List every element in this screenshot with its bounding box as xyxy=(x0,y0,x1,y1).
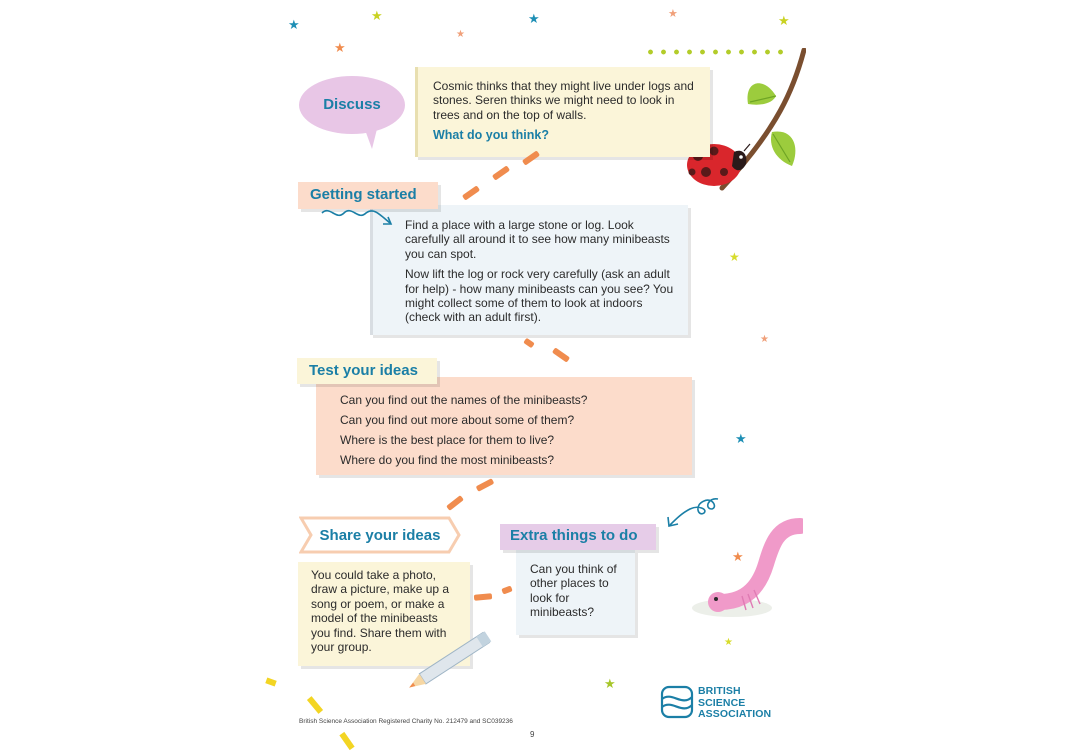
yellow-streak xyxy=(307,696,323,714)
star-icon: ★ xyxy=(735,431,747,446)
star-icon: ★ xyxy=(778,13,790,28)
logo-line: BRITISH xyxy=(698,685,741,697)
star-icon: ★ xyxy=(371,8,383,23)
star-icon: ★ xyxy=(334,40,346,55)
getting-started-paragraph: Now lift the log or rock very carefully (ask an adult for help) - how many minibeasts can you see? You might collect some of them to look at indoors (check with an adult first). xyxy=(405,267,674,325)
star-icon: ★ xyxy=(456,29,465,40)
star-icon: ★ xyxy=(724,637,733,648)
squiggle-arrow-icon xyxy=(320,203,396,233)
test-question: Can you find out more about some of them? xyxy=(340,412,575,427)
connector-dash xyxy=(552,347,570,362)
star-icon: ★ xyxy=(668,8,678,20)
star-icon: ★ xyxy=(604,676,616,691)
worm-illustration xyxy=(692,518,803,620)
connector-dash xyxy=(501,585,512,594)
extra-card xyxy=(516,550,635,635)
test-ideas-card xyxy=(316,377,692,475)
connector-dash xyxy=(476,478,495,492)
yellow-streak xyxy=(265,677,276,686)
logo-line: ASSOCIATION xyxy=(698,708,772,720)
share-ideas-heading: Share your ideas xyxy=(319,527,441,544)
connector-dash xyxy=(474,593,492,601)
connector-dash xyxy=(492,165,510,180)
test-ideas-heading: Test your ideas xyxy=(297,358,437,384)
page-number: 9 xyxy=(530,730,535,739)
star-icon: ★ xyxy=(288,17,300,32)
bsa-logo-text xyxy=(698,686,771,721)
bsa-logo-icon xyxy=(660,685,694,719)
discuss-label: Discuss xyxy=(323,96,381,113)
getting-started-paragraph: Find a place with a large stone or log. Look carefully all around it to see how many minibeasts you can spot. xyxy=(405,218,670,261)
discuss-card xyxy=(415,67,710,157)
yellow-streak xyxy=(339,732,354,750)
getting-started-card xyxy=(370,205,688,335)
test-question: Where is the best place for them to live? xyxy=(340,432,555,447)
connector-dash xyxy=(446,495,464,511)
getting-started-heading: Getting started xyxy=(298,182,438,209)
document-page xyxy=(266,0,803,756)
extra-heading: Extra things to do xyxy=(500,524,656,550)
test-question: Can you find out the names of the minibeasts? xyxy=(340,393,588,407)
test-question: Where do you find the most minibeasts? xyxy=(340,452,555,467)
star-icon: ★ xyxy=(528,11,540,26)
star-icon: ★ xyxy=(732,549,744,564)
share-ideas-text: You could take a photo, draw a picture, make up a song or poem, or make a model of the minibeasts you find. Share them with your group. xyxy=(311,568,450,655)
connector-dash xyxy=(523,338,535,349)
extra-text: Can you think of other places to look for minibeasts? xyxy=(530,562,617,620)
charity-footer: British Science Association Registered Charity No. 212479 and SC039236 xyxy=(299,718,513,725)
logo-line: SCIENCE xyxy=(698,696,746,709)
discuss-bubble xyxy=(298,75,410,151)
connector-dash xyxy=(462,185,480,200)
discuss-text: Cosmic thinks that they might live under logs and stones. Seren thinks we might need to look in trees and on the top of walls. xyxy=(433,79,694,122)
star-icon: ★ xyxy=(760,334,769,345)
pencil-illustration xyxy=(405,626,505,692)
discuss-question: What do you think? xyxy=(433,128,549,143)
star-icon: ★ xyxy=(729,250,740,264)
